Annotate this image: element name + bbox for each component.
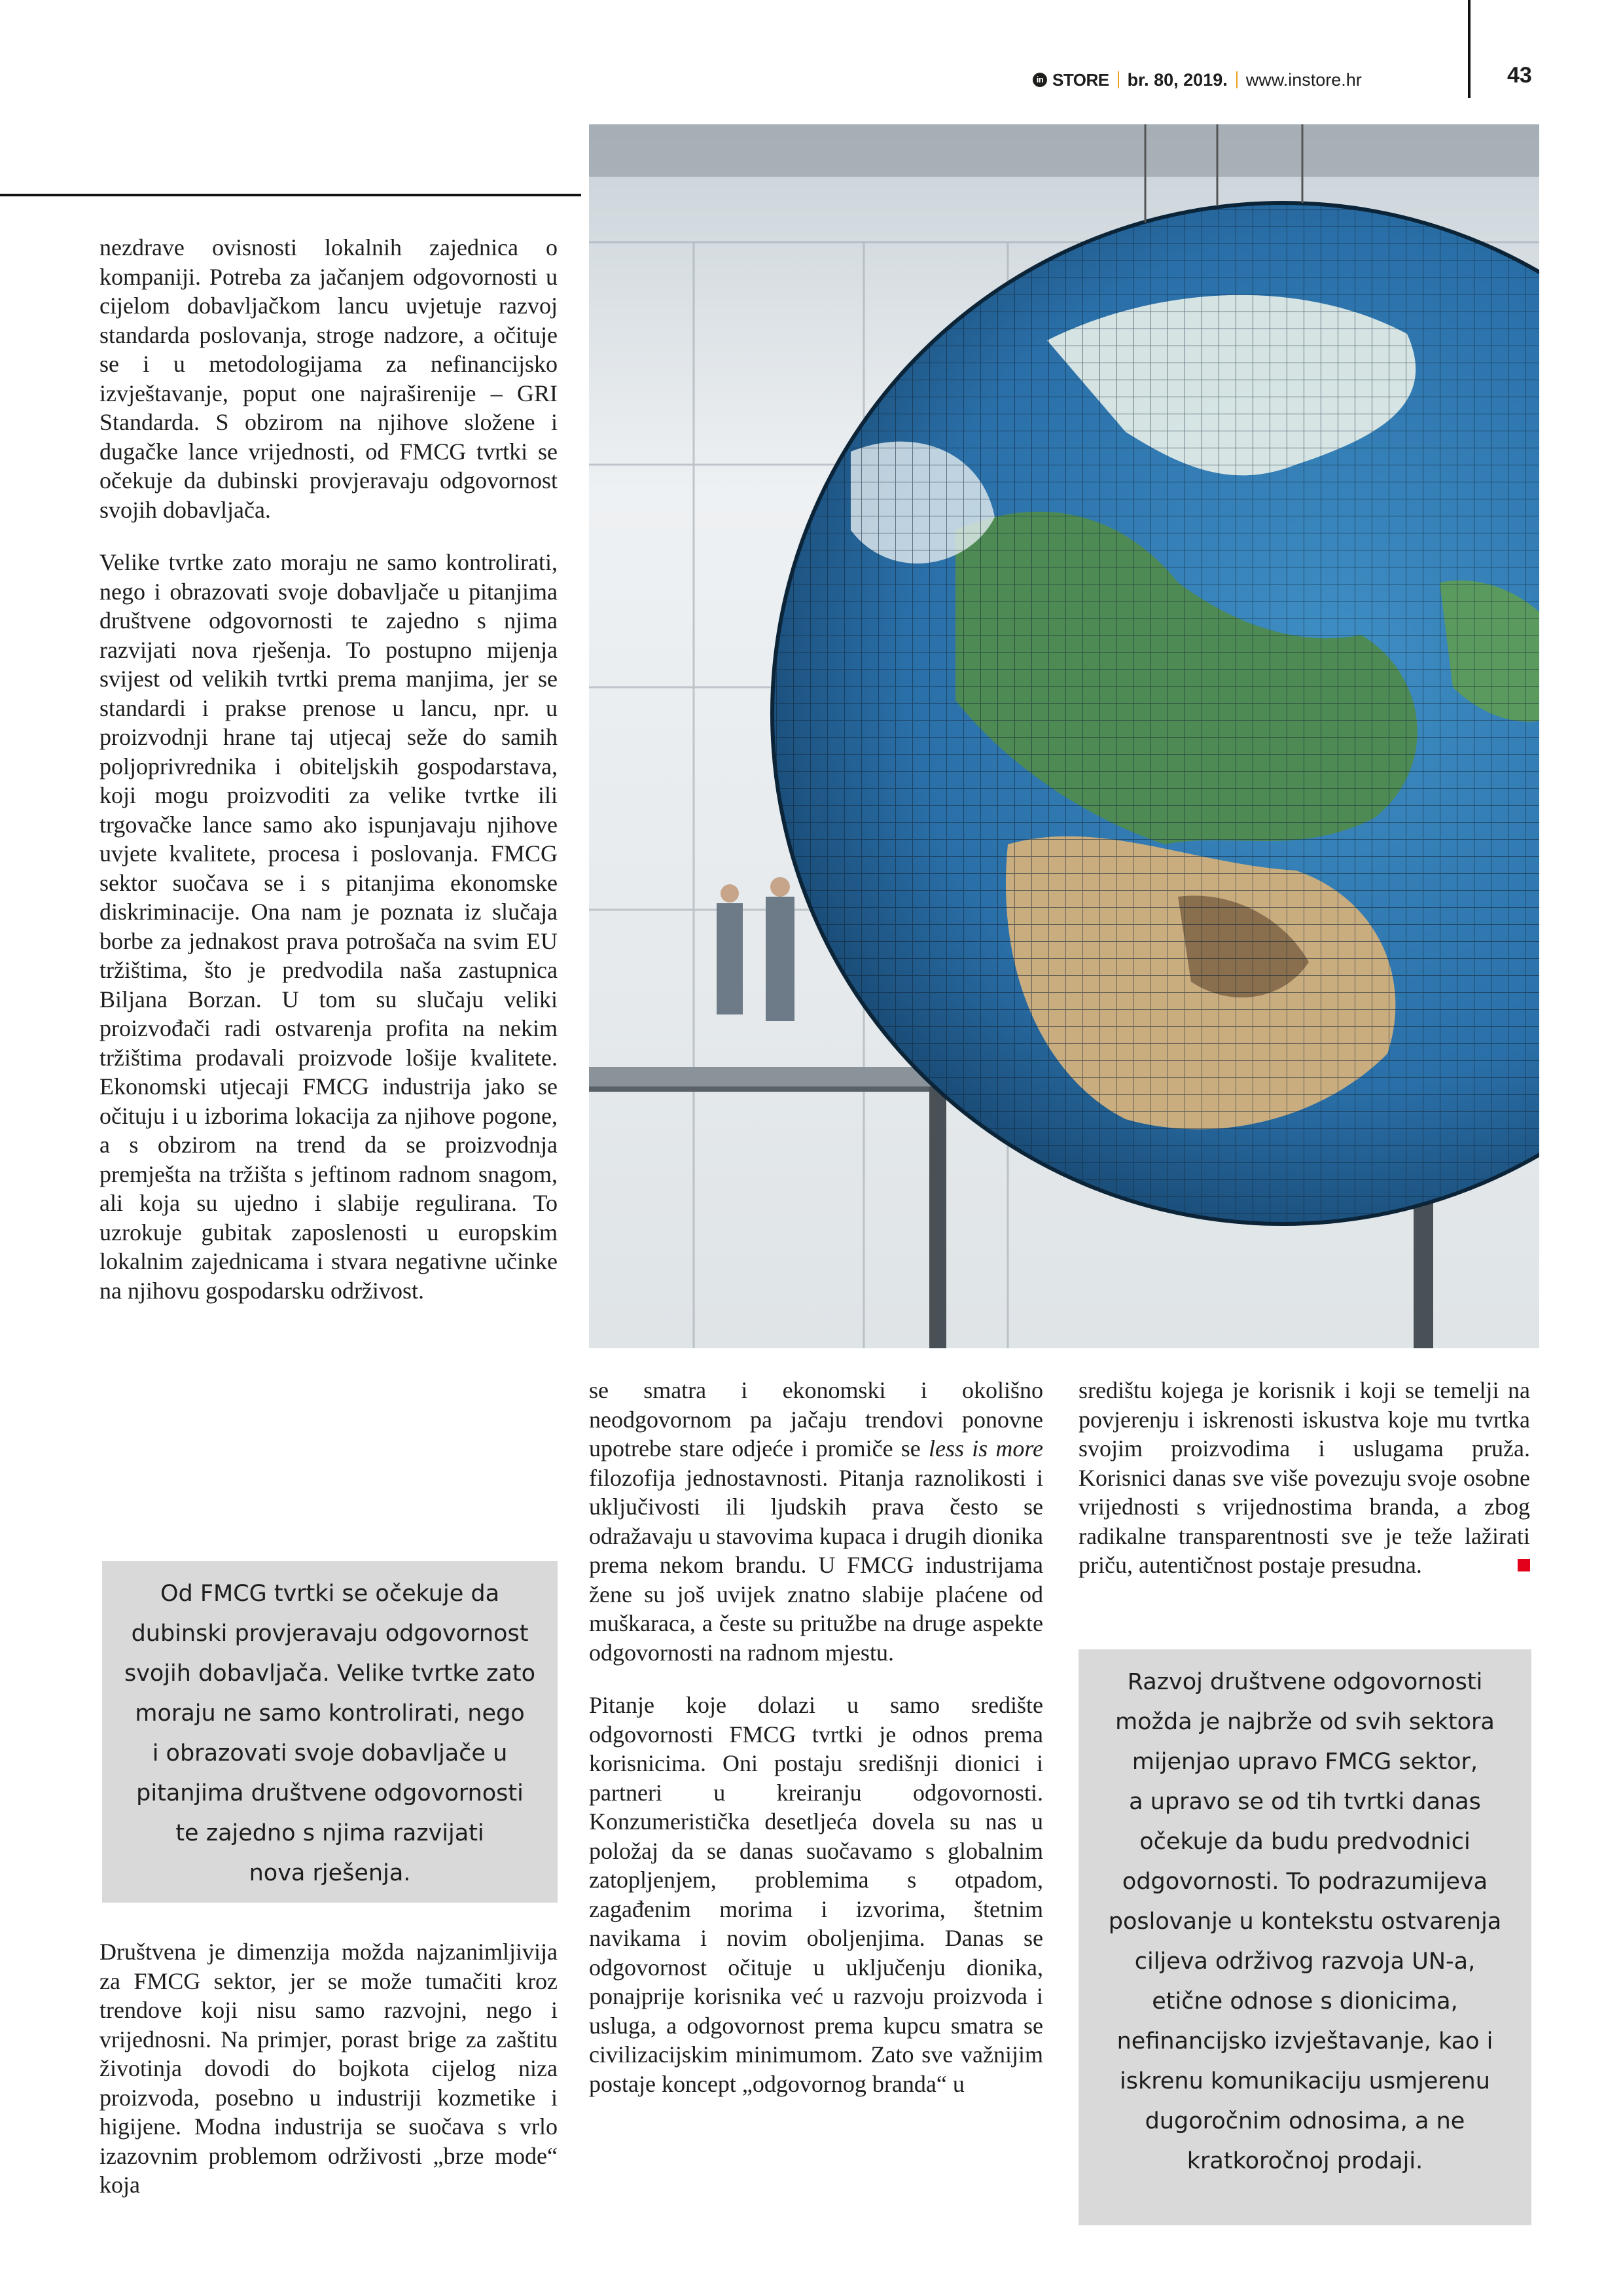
article-column-3 <box>1079 1376 1530 1580</box>
article-column-2 <box>589 1376 1043 2098</box>
paragraph <box>1079 1376 1530 1580</box>
logo-mark: in <box>1033 73 1047 87</box>
paragraph-text: središtu kojega je korisnik i koji se temelji na povjerenju i iskrenosti iskustva koje mu tvrtka svojim proizvodima i uslugama pruža. Korisnici danas sve više povezuju svoje osobne vrijednosti s vrijednostima branda, a zbog radikalne transparentnosti sve je teže lažirati priču, autentičnost postaje presudna. <box>1079 1377 1530 1578</box>
page-number: 43 <box>1507 63 1532 88</box>
paragraph: Pitanje koje dolazi u samo središte odgovornosti FMCG tvrtki je odnos prema korisnicima. Oni postaju središnji dionici i partneri u kreiranju odgovornosti. Konzumeristička desetljeća dovela su nas u položaj da se danas suočavamo s globalnim zatopljenjem, problemima s otpadom, zagađenim morima i izvorima, štetnim navikama i novim oboljenjima. Danas se odgovornost očituje u uključenju dionika, ponajprije korisnika već u razvoju proizvoda i usluga, a odgovornost prema kupcu smatra se civilizacijskim minimumom. Zato sve važnijim postaje koncept „odgovornog branda“ u <box>589 1692 1043 2097</box>
paragraph: nezdrave ovisnosti lokalnih zajednica o kompaniji. Potreba za jačanjem odgovornosti u cijelom dobavljačkom lancu uvjetuje razvoj standarda poslovanja, stroge nadzore, a očituje se i u metodologijama za nefinancijsko izvještavanje, poput one najraširenije – GRI Standarda. S obzirom na njihove složene i dugačke lance vrijednosti, od FMCG tvrtki se očekuje da dubinski provjeravaju odgovornost svojih dobavljača. <box>99 234 558 523</box>
website-link[interactable]: www.instore.hr <box>1245 69 1362 90</box>
pull-quote-2 <box>1079 1649 1531 2225</box>
header-separator <box>1236 71 1238 88</box>
paragraph-text: filozofija jednostavnosti. Pitanja raznolikosti i uključivosti ili ljudskih prava često se odražavaju u stavovima kupaca i drugih dionika prema nekom brandu. U FMCG industrijama žene su još uvijek znatno slabije plaćene od muškaraca, a česte su pritužbe na druge aspekte odgovornosti na radnom mjestu. <box>589 1464 1043 1666</box>
globe-photo <box>589 124 1539 1348</box>
logo-text: STORE <box>1052 69 1109 90</box>
paragraph <box>589 1376 1043 1667</box>
running-header <box>1033 65 1362 94</box>
globe-illustration <box>589 124 1539 1348</box>
header-vertical-rule <box>1468 0 1471 98</box>
issue-number: br. 80, 2019. <box>1127 69 1228 90</box>
pull-quote-text: Razvoj društvene odgovornosti možda je najbrže od svih sektora mijenjao upravo FMCG sektor, a upravo se od tih tvrtki danas očekuje da budu predvodnici odgovornosti. To podrazumijeva poslovanje u kontekstu ostvarenja ciljeva održivog razvoja UN-a, etične odnose s dionicima, nefinancijsko izvještavanje, kao i iskrenu komunikaciju usmjerenu dugoročnim odnosima, a ne kratkoročnoj prodaji. <box>1108 1669 1502 2174</box>
pull-quote-1 <box>102 1561 558 1903</box>
article-column-1-continued <box>99 1937 558 2200</box>
top-horizontal-rule <box>0 194 581 196</box>
pull-quote-text: Od FMCG tvrtki se očekuje da dubinski provjeravaju odgovornost svojih dobavljača. Velike tvrtke zato moraju ne samo kontrolirati, nego i obrazovati svoje dobavljače u pitanjima društvene odgovornosti te zajedno s njima razvijati nova rješenja. <box>124 1581 536 1886</box>
magazine-logo <box>1033 70 1109 90</box>
paragraph-text: se smatra i ekonomski i okolišno neodgovornom pa jačaju trendovi ponovne upotrebe stare odjeće i promiče se <box>589 1377 1043 1462</box>
article-column-1 <box>99 233 558 1305</box>
header-separator <box>1118 71 1119 88</box>
end-of-article-mark <box>1518 1559 1530 1571</box>
italic-phrase: less is more <box>928 1435 1044 1462</box>
paragraph: Velike tvrtke zato moraju ne samo kontrolirati, nego i obrazovati svoje dobavljače u pitanjima društvene odgovornosti te zajedno s njima razvijati nova rješenja. To postupno mijenja svijest od velikih tvrtki prema manjima, jer se standardi i prakse prenose u lancu, npr. u proizvodnji hrane taj utjecaj seže do samih poljoprivrednika i obiteljskih gospodarstava, koji mogu proizvoditi za velike tvrtke ili trgovačke lance samo ako ispunjavaju njihove uvjete kvalitete, procesa i poslovanja. FMCG sektor suočava se i s pitanjima ekonomske diskriminacije. Ona nam je poznata iz slučaja borbe za jednakost prava potrošača na svim EU tržištima, što je predvodila naša zastupnica Biljana Borzan. U tom su slučaju veliki proizvođači radi ostvarenja profita na nekim tržištima prodavali proizvode lošije kvalitete. Ekonomski utjecaji FMCG industrija jako se očituju i u izborima lokacija za njihove pogone, a s obzirom na trend da se proizvodnja premješta na tržišta s jeftinom radnom snagom, ali koja su ujedno i slabije regulirana. To uzrokuje gubitak zaposlenosti u europskim lokalnim zajednicama i stvara negativne učinke na njihovu gospodarsku održivost. <box>99 549 558 1304</box>
paragraph: Društvena je dimenzija možda najzanimljivija za FMCG sektor, jer se može tumačiti kroz trendove koji nisu samo razvojni, nego i vrijednosni. Na primjer, porast brige za zaštitu životinja dovodi do bojkota cijelog niza proizvoda, posebno u industriji kozmetike i higijene. Modna industrija se suočava s vrlo izazovnim problemom održivosti „brze mode“ koja <box>99 1939 558 2198</box>
